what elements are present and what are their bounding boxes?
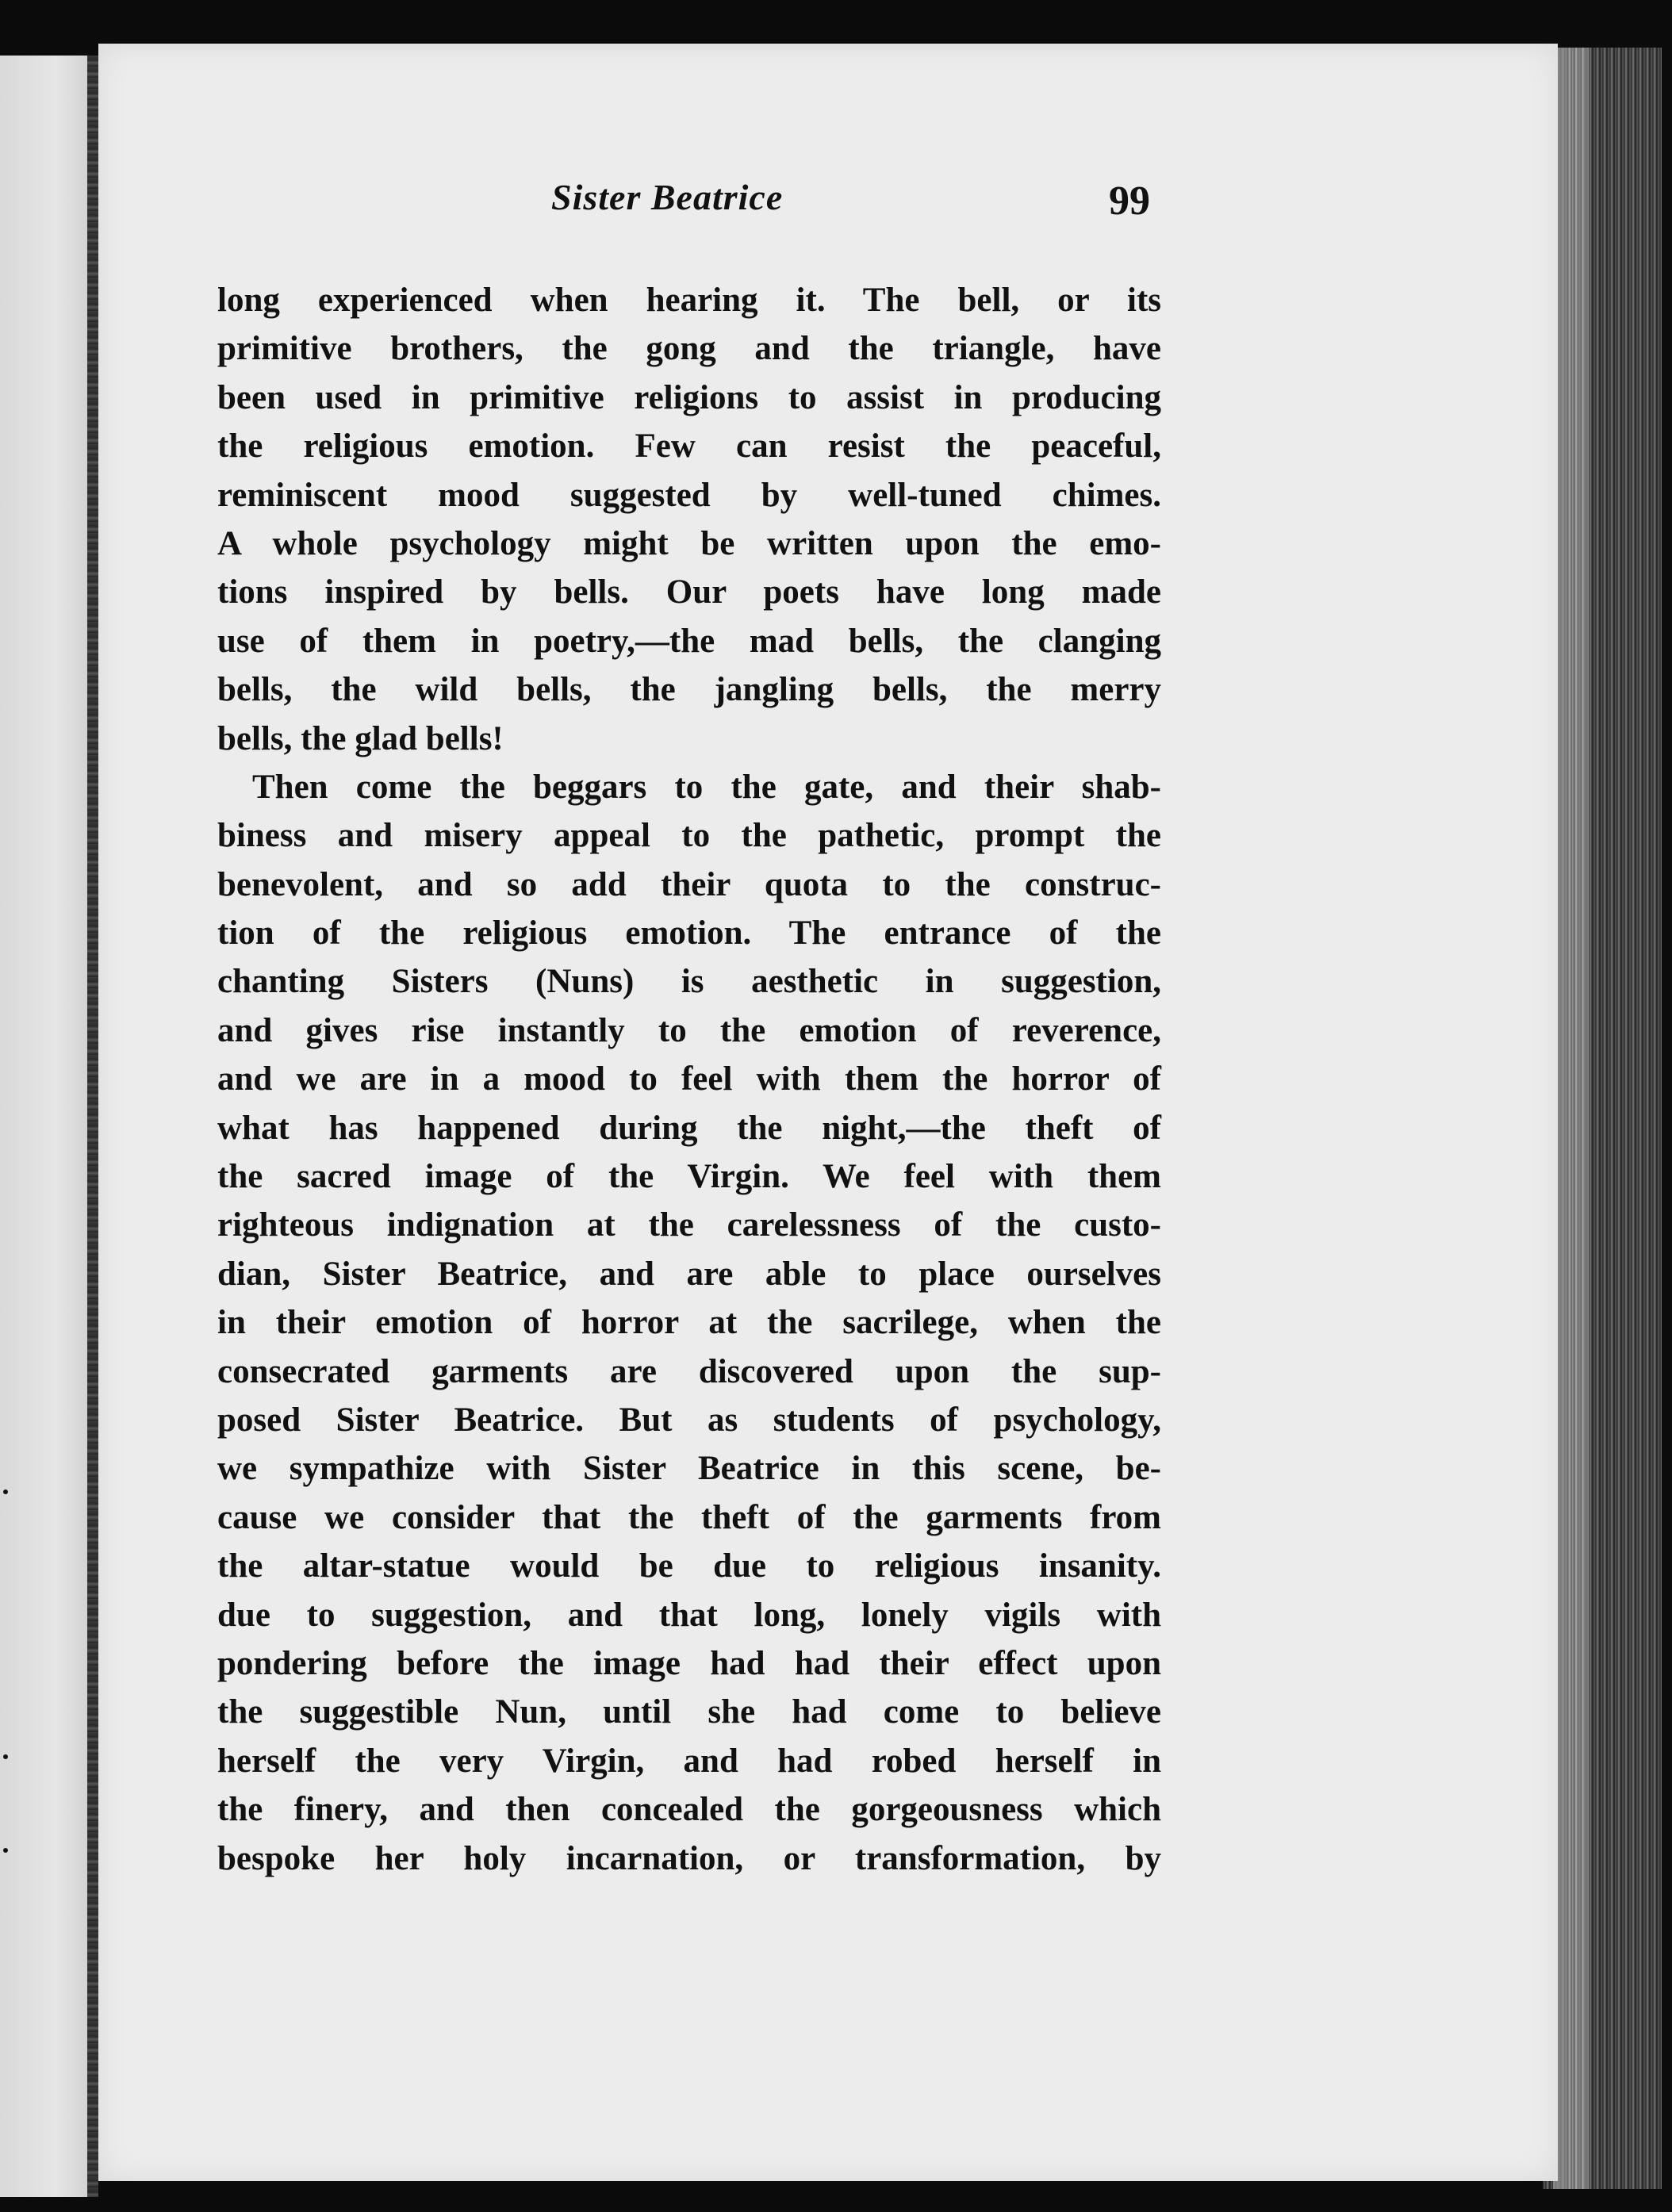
text-line: posed Sister Beatrice. But as students of psychology,: [217, 1401, 1161, 1439]
text-line: the altar-statue would be due to religious insanity.: [217, 1547, 1161, 1585]
text-line: tion of the religious emotion. The entrance of the: [217, 914, 1161, 953]
text-line: pondering before the image had had their effect upon: [217, 1644, 1161, 1682]
text-line: bells, the wild bells, the jangling bells, the merry: [217, 671, 1161, 709]
scan-speck: [3, 1489, 8, 1494]
text-line: A whole psychology might be written upon the emo-: [217, 524, 1161, 562]
paragraph: [217, 763, 1161, 1883]
scan-speck: [3, 1848, 8, 1853]
text-line: chanting Sisters (Nuns) is aesthetic in suggestion,: [217, 963, 1161, 1001]
scan-speck: [3, 1754, 8, 1759]
text-line: tions inspired by bells. Our poets have long made: [217, 573, 1161, 611]
text-line: righteous indignation at the carelessness of the custo-: [217, 1206, 1161, 1244]
binding-gutter: [87, 56, 98, 2197]
text-line: the suggestible Nun, until she had come to believe: [217, 1693, 1161, 1731]
text-line: herself the very Virgin, and had robed herself in: [217, 1742, 1161, 1780]
text-line: reminiscent mood suggested by well-tuned chimes.: [217, 476, 1161, 514]
text-line: bespoke her holy incarnation, or transformation, by: [217, 1839, 1161, 1877]
paragraph: [217, 276, 1161, 763]
page-stack-highlight: [1553, 48, 1589, 2189]
text-line: and we are in a mood to feel with them the horror of: [217, 1060, 1161, 1098]
text-line: in their emotion of horror at the sacrilege, when the: [217, 1304, 1161, 1342]
text-line: the religious emotion. Few can resist the peaceful,: [217, 427, 1161, 466]
text-line: consecrated garments are discovered upon the sup-: [217, 1352, 1161, 1390]
text-line: been used in primitive religions to assist in producing: [217, 378, 1161, 416]
page-number: 99: [1109, 178, 1150, 224]
text-line: the sacred image of the Virgin. We feel with them: [217, 1158, 1161, 1196]
text-line: and gives rise instantly to the emotion of reverence,: [217, 1011, 1161, 1049]
text-line: use of them in poetry,—the mad bells, the clanging: [217, 622, 1161, 660]
previous-page-edge: [0, 56, 94, 2197]
running-head: [217, 176, 1161, 240]
body-text: [217, 276, 1161, 1883]
text-line: long experienced when hearing it. The bell, or its: [217, 282, 1161, 319]
text-line: primitive brothers, the gong and the triangle, have: [217, 330, 1161, 368]
text-line: due to suggestion, and that long, lonely vigils with: [217, 1596, 1161, 1634]
text-line: the finery, and then concealed the gorgeousness which: [217, 1791, 1161, 1829]
text-line: what has happened during the night,—the theft of: [217, 1109, 1161, 1147]
text-line: biness and misery appeal to the pathetic, prompt the: [217, 817, 1161, 855]
text-line: we sympathize with Sister Beatrice in this scene, be-: [217, 1450, 1161, 1488]
running-title: Sister Beatrice: [551, 177, 784, 217]
text-line: benevolent, and so add their quota to the construc-: [217, 865, 1161, 903]
text-line: cause we consider that the theft of the garments from: [217, 1498, 1161, 1536]
text-line: Then come the beggars to the gate, and their shab-: [252, 768, 1161, 806]
text-line: bells, the glad bells!: [217, 719, 504, 757]
text-line: dian, Sister Beatrice, and are able to place ourselves: [217, 1255, 1161, 1293]
